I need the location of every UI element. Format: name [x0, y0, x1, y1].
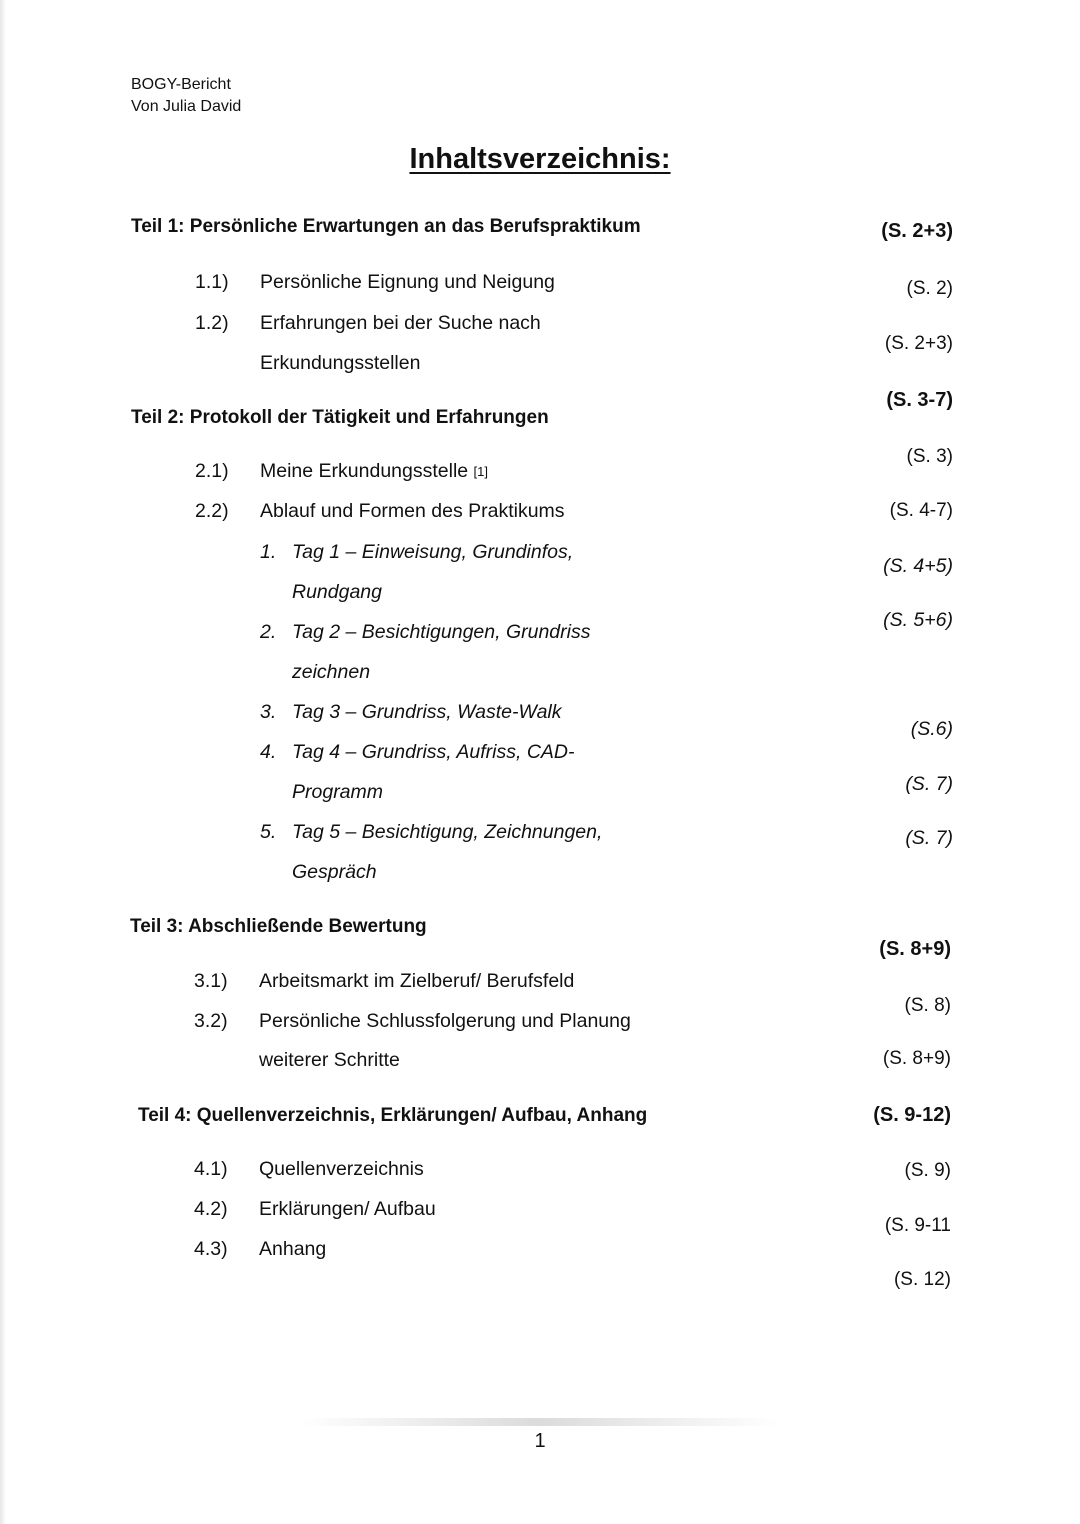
- toc-tag-1-number: 1.: [260, 541, 277, 563]
- toc-3-2-label: Persönliche Schlussfolgerung und Planung: [259, 1010, 631, 1032]
- toc-tag-1-label: Tag 1 – Einweisung, Grundinfos,: [292, 541, 574, 563]
- toc-3-1-page: (S. 8): [904, 995, 951, 1016]
- toc-part-3-page: (S. 8+9): [879, 938, 951, 960]
- toc-2-1-page: (S. 3): [906, 446, 953, 467]
- toc-tag-3-page: (S.6): [910, 718, 953, 740]
- toc-tag-2-number: 2.: [260, 621, 277, 643]
- toc-4-2-label: Erklärungen/ Aufbau: [259, 1198, 436, 1220]
- toc-2-2-number: 2.2): [195, 500, 229, 522]
- page-number: 1: [534, 1430, 546, 1452]
- author-line: Von Julia David: [131, 98, 242, 115]
- toc-part-4: Teil 4: Quellenverzeichnis, Erklärungen/ Aufbau, Anhang: [138, 1105, 648, 1126]
- toc-4-2-page: (S. 9-11: [884, 1215, 951, 1236]
- toc-1-2-page: (S. 2+3): [884, 333, 953, 354]
- toc-tag-2-label: Tag 2 – Besichtigungen, Grundriss: [292, 621, 591, 643]
- toc-4-1-page: (S. 9): [904, 1160, 951, 1181]
- toc-3-1-number: 3.1): [194, 970, 228, 992]
- page-title: Inhaltsverzeichnis:: [409, 143, 671, 175]
- toc-tag-4-label: Tag 4 – Grundriss, Aufriss, CAD-: [292, 741, 575, 763]
- toc-tag-2-page: (S. 5+6): [883, 609, 953, 631]
- toc-2-1-text: Meine Erkundungsstelle: [260, 460, 469, 482]
- toc-tag-1-label-continued: Rundgang: [292, 581, 382, 603]
- toc-1-2-label-continued: Erkundungsstellen: [260, 352, 421, 374]
- toc-1-1-label: Persönliche Eignung und Neigung: [260, 271, 555, 293]
- toc-part-1: Teil 1: Persönliche Erwartungen an das Berufspraktikum: [131, 216, 641, 237]
- toc-1-1-page: (S. 2): [906, 278, 953, 299]
- toc-tag-2-label-continued: zeichnen: [292, 661, 371, 683]
- toc-3-2-page: (S. 8+9): [882, 1048, 951, 1069]
- toc-3-2-label-continued: weiterer Schritte: [259, 1049, 400, 1071]
- toc-2-2-page: (S. 4-7): [889, 500, 953, 521]
- toc-4-1-label: Quellenverzeichnis: [259, 1158, 424, 1180]
- toc-tag-3-number: 3.: [260, 701, 277, 723]
- toc-3-1-label: Arbeitsmarkt im Zielberuf/ Berufsfeld: [259, 970, 575, 992]
- toc-tag-5-page: (S. 7): [905, 827, 953, 849]
- toc-tag-5-number: 5.: [260, 821, 277, 843]
- toc-1-2-number: 1.2): [195, 312, 229, 334]
- toc-part-2-page: (S. 3-7): [886, 389, 953, 411]
- footnote-marker: [1]: [473, 464, 489, 479]
- toc-2-2-label: Ablauf und Formen des Praktikums: [260, 500, 565, 522]
- toc-part-3: Teil 3: Abschließende Bewertung: [130, 916, 427, 937]
- toc-4-3-label: Anhang: [259, 1238, 327, 1260]
- toc-4-1-number: 4.1): [194, 1158, 228, 1180]
- toc-4-2-number: 4.2): [194, 1198, 228, 1220]
- toc-tag-5-label: Tag 5 – Besichtigung, Zeichnungen,: [292, 821, 603, 843]
- toc-part-2: Teil 2: Protokoll der Tätigkeit und Erfahrungen: [131, 407, 549, 428]
- toc-tag-4-number: 4.: [260, 741, 277, 763]
- footer-scan-shadow: [300, 1418, 780, 1426]
- toc-tag-5-label-continued: Gespräch: [292, 861, 377, 883]
- toc-tag-4-page: (S. 7): [905, 773, 953, 795]
- toc-2-1-number: 2.1): [195, 460, 229, 482]
- toc-part-1-page: (S. 2+3): [881, 220, 953, 242]
- toc-tag-4-label-continued: Programm: [292, 781, 384, 803]
- toc-tag-1-page: (S. 4+5): [883, 555, 953, 577]
- toc-tag-3-label: Tag 3 – Grundriss, Waste-Walk: [292, 701, 562, 723]
- toc-4-3-page: (S. 12): [893, 1269, 951, 1290]
- report-title: BOGY-Bericht: [131, 76, 231, 93]
- scan-edge: [0, 0, 6, 1524]
- toc-4-3-number: 4.3): [194, 1238, 228, 1260]
- toc-2-1-label: [260, 460, 488, 483]
- toc-3-2-number: 3.2): [194, 1010, 228, 1032]
- toc-part-4-page: (S. 9-12): [873, 1104, 951, 1126]
- toc-1-1-number: 1.1): [195, 271, 229, 293]
- toc-1-2-label: Erfahrungen bei der Suche nach: [260, 312, 541, 334]
